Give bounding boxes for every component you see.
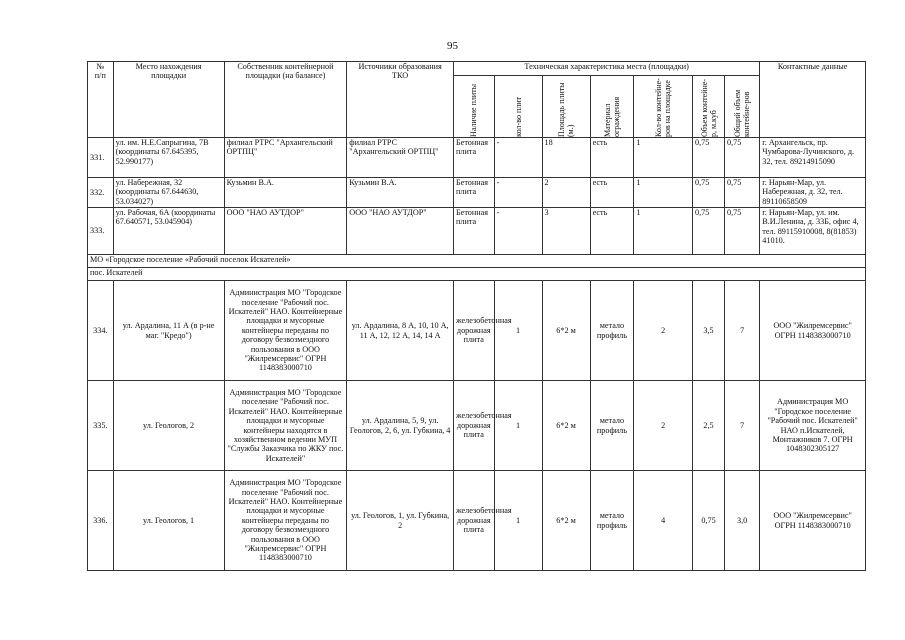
row-total: 0,75 xyxy=(725,138,760,178)
subheader-volume: Объем контейне-р, м.куб xyxy=(699,79,718,137)
row-owner: Кузьмин В.А. xyxy=(224,178,347,208)
row-plate: Бетонная плита xyxy=(453,178,494,208)
row-contact: г. Нарьян-Мар, ул. им. В.И.Ленина, д. 33Б, офис 4, тел. 89115910008, 8(81853) 41010. xyxy=(760,208,866,255)
row-sources: филиал РТРС "Архангельский ОРТПЦ" xyxy=(347,138,454,178)
row-area: 18 xyxy=(542,138,590,178)
row-total: 3,0 xyxy=(725,471,760,571)
row-owner: Администрация МО "Городское поселение "Рабочий пос. Искателей" НАО. Контейнерные площадки и мусорные контейнеры переданы по договору безвозмездного пользования в ООО "Жилремсервис" ОГРН 1148383000710 xyxy=(224,281,347,381)
row-num: 336. xyxy=(88,471,114,571)
header-tech: Техническая характеристика места (площадки) xyxy=(453,62,759,76)
table-row xyxy=(88,281,866,381)
row-owner: ООО "НАО АУТДОР" xyxy=(224,208,347,255)
row-fence: метало профиль xyxy=(590,281,634,381)
row-sources: ул. Ардалина, 5, 9, ул. Геологов, 2, 6, ул. Губкина, 4 xyxy=(347,381,454,471)
row-area: 6*2 м xyxy=(542,381,590,471)
row-contact: г. Нарьян-Мар, ул. Набережная, д. 32, тел. 89110658509 xyxy=(760,178,866,208)
row-area: 3 xyxy=(542,208,590,255)
row-contact: ООО "Жилремсервис" ОГРН 1148383000710 xyxy=(760,281,866,381)
row-area: 6*2 м xyxy=(542,281,590,381)
row-containers: 1 xyxy=(634,208,693,255)
row-place: ул. Геологов, 2 xyxy=(113,381,224,471)
row-area: 6*2 м xyxy=(542,471,590,571)
row-volume: 3,5 xyxy=(693,281,725,381)
row-contact: Администрация МО "Городское поселение "Рабочий пос. Искателей" НАО п.Искателей, Монтажников 7. ОГРН 1048302305127 xyxy=(760,381,866,471)
row-area: 2 xyxy=(542,178,590,208)
waste-sites-table xyxy=(87,61,866,571)
row-containers: 1 xyxy=(634,138,693,178)
row-num: 332. xyxy=(88,178,114,208)
row-containers: 4 xyxy=(634,471,693,571)
header-place: Место нахождения площадки xyxy=(113,62,224,138)
header-contacts: Контактные данные xyxy=(760,62,866,138)
row-total: 7 xyxy=(725,381,760,471)
row-volume: 0,75 xyxy=(693,471,725,571)
row-volume: 0,75 xyxy=(693,178,725,208)
header-num: № п/п xyxy=(88,62,114,138)
row-place: ул. Набережная, 32 (координаты 67.644630, 53.034027) xyxy=(113,178,224,208)
row-contact: ООО "Жилремсервис" ОГРН 1148383000710 xyxy=(760,471,866,571)
row-containers: 1 xyxy=(634,178,693,208)
row-count: 1 xyxy=(494,471,542,571)
row-total: 7 xyxy=(725,281,760,381)
page-number: 95 xyxy=(447,40,458,52)
row-contact: г. Архангельск, пр. Чумбарова-Лучинского, д. 32, тел. 89214915090 xyxy=(760,138,866,178)
row-plate: Бетонная плита xyxy=(453,208,494,255)
table-row xyxy=(88,178,866,208)
row-plate: Бетонная плита xyxy=(453,138,494,178)
row-sources: ул. Геологов, 1, ул. Губкина, 2 xyxy=(347,471,454,571)
row-volume: 0,75 xyxy=(693,138,725,178)
table-row xyxy=(88,208,866,255)
table-row xyxy=(88,138,866,178)
row-volume: 0,75 xyxy=(693,208,725,255)
section-title: МО «Городское поселение «Рабочий поселок Искателей» xyxy=(88,255,866,268)
subheader-total: Общий объем контейне-ров xyxy=(733,89,752,137)
row-num: 331. xyxy=(88,138,114,178)
subheader-count: кол-во плит xyxy=(513,97,523,137)
header-owner: Собственник контейнерной площадки (на балансе) xyxy=(224,62,347,138)
row-num: 333. xyxy=(88,208,114,255)
row-fence: метало профиль xyxy=(590,381,634,471)
row-sources: ул. Ардалина, 8 А, 10, 10 А, 11 А, 12, 12 А, 14, 14 А xyxy=(347,281,454,381)
row-plate: железобетонная дорожная плита xyxy=(453,381,494,471)
row-sources: Кузьмин В.А. xyxy=(347,178,454,208)
row-count: 1 xyxy=(494,381,542,471)
subheader-plate: Наличие плиты xyxy=(469,84,479,137)
row-num: 335. xyxy=(88,381,114,471)
row-count: - xyxy=(494,208,542,255)
row-owner: Администрация МО "Городское поселение "Рабочий пос. Искателей" НАО. Контейнерные площадки и мусорные контейнеры переданы по договору безвозмездного пользования в ООО "Жилремсервис" ОГРН 1148383000710 xyxy=(224,471,347,571)
subheader-fence: Материал ограждения xyxy=(602,96,621,137)
row-fence: есть xyxy=(590,138,634,178)
table-row xyxy=(88,471,866,571)
row-place: ул. Рабочая, 6А (координаты 67.640571, 53.045904) xyxy=(113,208,224,255)
row-place: ул. Ардалина, 11 А (в р-не маг. "Кредо") xyxy=(113,281,224,381)
row-containers: 2 xyxy=(634,281,693,381)
row-sources: ООО "НАО АУТДОР" xyxy=(347,208,454,255)
table-row xyxy=(88,381,866,471)
row-total: 0,75 xyxy=(725,178,760,208)
row-fence: есть xyxy=(590,178,634,208)
row-fence: есть xyxy=(590,208,634,255)
row-num: 334. xyxy=(88,281,114,381)
row-count: - xyxy=(494,178,542,208)
row-count: - xyxy=(494,138,542,178)
row-total: 0,75 xyxy=(725,208,760,255)
row-count: 1 xyxy=(494,281,542,381)
row-plate: железобетонная дорожная плита xyxy=(453,281,494,381)
row-owner: филиал РТРС "Архангельский ОРТПЦ" xyxy=(224,138,347,178)
row-containers: 2 xyxy=(634,381,693,471)
header-sources: Источники образования ТКО xyxy=(347,62,454,138)
subheader-containers: Кол-во контейне-ров на площадке xyxy=(654,78,673,137)
subheader-area: Площадь плиты (м.) xyxy=(557,82,576,137)
row-place: ул. Геологов, 1 xyxy=(113,471,224,571)
row-fence: метало профиль xyxy=(590,471,634,571)
row-volume: 2,5 xyxy=(693,381,725,471)
row-place: ул. им. Н.Е.Сапрыгина, 7В (координаты 67.645395, 52.990177) xyxy=(113,138,224,178)
row-plate: железобетонная дорожная плита xyxy=(453,471,494,571)
row-owner: Администрация МО "Городское поселение "Рабочий пос. Искателей" НАО. Контейнерные площадки и мусорные контейнеры находятся в хозяйственном ведении МУП "Службы Заказчика по ЖКУ пос. Искателей" xyxy=(224,381,347,471)
subsection-title: пос. Искателей xyxy=(88,268,866,281)
